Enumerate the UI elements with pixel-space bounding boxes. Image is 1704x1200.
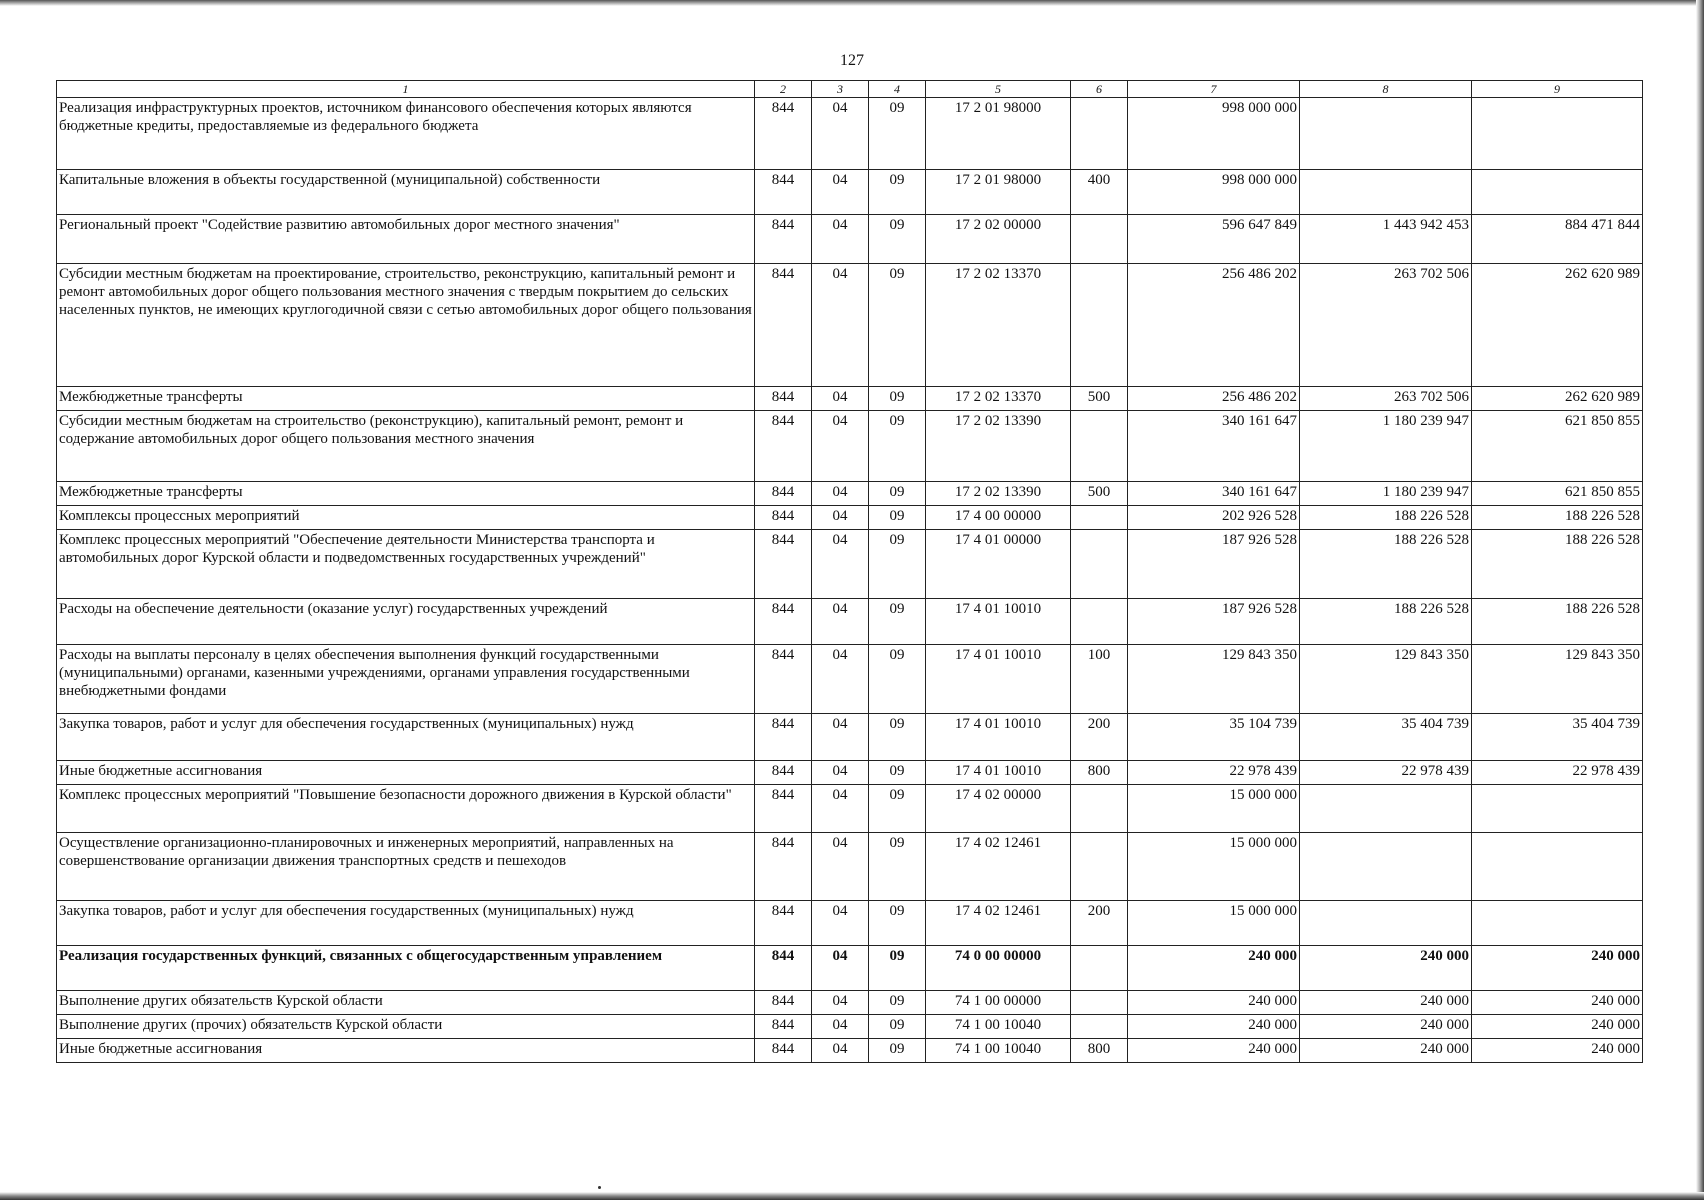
expense-type-code: [1071, 1015, 1128, 1039]
target-article-code: 17 4 01 10010: [926, 714, 1071, 761]
ministry-code: 844: [755, 991, 812, 1015]
amount-col-9: 884 471 844: [1472, 215, 1643, 264]
ministry-code: 844: [755, 645, 812, 714]
table-row: [57, 215, 1643, 264]
column-header: 9: [1472, 81, 1643, 98]
amount-col-8: 22 978 439: [1300, 761, 1472, 785]
target-article-code: 74 0 00 00000: [926, 946, 1071, 991]
target-article-code: 17 4 01 10010: [926, 645, 1071, 714]
expense-type-code: [1071, 264, 1128, 387]
expense-type-code: 400: [1071, 170, 1128, 215]
amount-col-7: 240 000: [1128, 1039, 1300, 1063]
section-code: 04: [812, 785, 869, 833]
section-code: 04: [812, 411, 869, 482]
target-article-code: 17 2 02 13390: [926, 482, 1071, 506]
row-name: Реализация государственных функций, связанных с общегосударственным управлением: [57, 946, 755, 991]
amount-col-8: [1300, 833, 1472, 901]
row-name: Комплекс процессных мероприятий "Повышение безопасности дорожного движения в Курской области": [57, 785, 755, 833]
row-name: Осуществление организационно-планировочных и инженерных мероприятий, направленных на совершенствование организации движения транспортных средств и пешеходов: [57, 833, 755, 901]
ministry-code: 844: [755, 901, 812, 946]
amount-col-8: 1 443 942 453: [1300, 215, 1472, 264]
amount-col-7: 35 104 739: [1128, 714, 1300, 761]
row-name: Межбюджетные трансферты: [57, 387, 755, 411]
amount-col-8: [1300, 785, 1472, 833]
expense-type-code: [1071, 946, 1128, 991]
ministry-code: 844: [755, 1039, 812, 1063]
amount-col-8: [1300, 170, 1472, 215]
row-name: Комплекс процессных мероприятий "Обеспечение деятельности Министерства транспорта и автомобильных дорог Курской области и подведомственных государственных учреждений": [57, 530, 755, 599]
section-code: 04: [812, 530, 869, 599]
ministry-code: 844: [755, 946, 812, 991]
amount-col-8: 240 000: [1300, 991, 1472, 1015]
amount-col-7: 240 000: [1128, 1015, 1300, 1039]
section-code: 04: [812, 98, 869, 170]
subsection-code: 09: [869, 645, 926, 714]
amount-col-9: [1472, 98, 1643, 170]
subsection-code: 09: [869, 482, 926, 506]
target-article-code: 17 2 02 00000: [926, 215, 1071, 264]
row-name: Иные бюджетные ассигнования: [57, 1039, 755, 1063]
amount-col-7: 998 000 000: [1128, 98, 1300, 170]
amount-col-9: 262 620 989: [1472, 387, 1643, 411]
header-row: [57, 81, 1643, 98]
target-article-code: 17 4 00 00000: [926, 506, 1071, 530]
row-name: Субсидии местным бюджетам на строительство (реконструкцию), капитальный ремонт, ремонт и содержание автомобильных дорог общего пользования местного значения: [57, 411, 755, 482]
target-article-code: 17 4 02 00000: [926, 785, 1071, 833]
amount-col-9: 188 226 528: [1472, 506, 1643, 530]
amount-col-8: 240 000: [1300, 1039, 1472, 1063]
expense-type-code: [1071, 599, 1128, 645]
table-row: [57, 98, 1643, 170]
target-article-code: 74 1 00 00000: [926, 991, 1071, 1015]
amount-col-7: 240 000: [1128, 991, 1300, 1015]
ministry-code: 844: [755, 215, 812, 264]
amount-col-7: 596 647 849: [1128, 215, 1300, 264]
section-code: 04: [812, 901, 869, 946]
subsection-code: 09: [869, 215, 926, 264]
ministry-code: 844: [755, 387, 812, 411]
amount-col-8: 263 702 506: [1300, 264, 1472, 387]
ministry-code: 844: [755, 482, 812, 506]
amount-col-7: 340 161 647: [1128, 411, 1300, 482]
expense-type-code: [1071, 98, 1128, 170]
target-article-code: 17 4 02 12461: [926, 833, 1071, 901]
amount-col-9: 240 000: [1472, 946, 1643, 991]
table-row: [57, 1039, 1643, 1063]
row-name: Межбюджетные трансферты: [57, 482, 755, 506]
table-row: [57, 411, 1643, 482]
expense-type-code: [1071, 215, 1128, 264]
expense-type-code: 800: [1071, 1039, 1128, 1063]
subsection-code: 09: [869, 170, 926, 215]
budget-table: [56, 80, 1643, 1063]
column-header: 2: [755, 81, 812, 98]
table-row: [57, 170, 1643, 215]
target-article-code: 17 2 02 13370: [926, 264, 1071, 387]
row-name: Капитальные вложения в объекты государственной (муниципальной) собственности: [57, 170, 755, 215]
section-code: 04: [812, 482, 869, 506]
expense-type-code: [1071, 506, 1128, 530]
section-code: 04: [812, 387, 869, 411]
column-header: 5: [926, 81, 1071, 98]
expense-type-code: 100: [1071, 645, 1128, 714]
table-row: [57, 599, 1643, 645]
row-name: Иные бюджетные ассигнования: [57, 761, 755, 785]
subsection-code: 09: [869, 1039, 926, 1063]
table-row: [57, 946, 1643, 991]
amount-col-7: 187 926 528: [1128, 599, 1300, 645]
amount-col-9: 240 000: [1472, 991, 1643, 1015]
amount-col-8: 1 180 239 947: [1300, 482, 1472, 506]
subsection-code: 09: [869, 1015, 926, 1039]
amount-col-8: 1 180 239 947: [1300, 411, 1472, 482]
subsection-code: 09: [869, 599, 926, 645]
section-code: 04: [812, 645, 869, 714]
expense-type-code: [1071, 530, 1128, 599]
section-code: 04: [812, 714, 869, 761]
amount-col-9: 35 404 739: [1472, 714, 1643, 761]
expense-type-code: [1071, 991, 1128, 1015]
expense-type-code: 500: [1071, 387, 1128, 411]
amount-col-9: [1472, 785, 1643, 833]
row-name: Выполнение других (прочих) обязательств Курской области: [57, 1015, 755, 1039]
table-row: [57, 530, 1643, 599]
section-code: 04: [812, 599, 869, 645]
target-article-code: 17 4 01 00000: [926, 530, 1071, 599]
expense-type-code: [1071, 411, 1128, 482]
amount-col-7: 998 000 000: [1128, 170, 1300, 215]
ministry-code: 844: [755, 761, 812, 785]
ministry-code: 844: [755, 506, 812, 530]
table-row: [57, 482, 1643, 506]
ministry-code: 844: [755, 264, 812, 387]
amount-col-9: 129 843 350: [1472, 645, 1643, 714]
section-code: 04: [812, 946, 869, 991]
table-row: [57, 901, 1643, 946]
table-row: [57, 387, 1643, 411]
subsection-code: 09: [869, 991, 926, 1015]
amount-col-9: 188 226 528: [1472, 530, 1643, 599]
row-name: Закупка товаров, работ и услуг для обеспечения государственных (муниципальных) нужд: [57, 901, 755, 946]
subsection-code: 09: [869, 761, 926, 785]
amount-col-8: 188 226 528: [1300, 530, 1472, 599]
amount-col-9: 240 000: [1472, 1015, 1643, 1039]
amount-col-7: 129 843 350: [1128, 645, 1300, 714]
ministry-code: 844: [755, 714, 812, 761]
amount-col-7: 202 926 528: [1128, 506, 1300, 530]
table-row: [57, 761, 1643, 785]
expense-type-code: [1071, 785, 1128, 833]
section-code: 04: [812, 264, 869, 387]
subsection-code: 09: [869, 387, 926, 411]
amount-col-7: 340 161 647: [1128, 482, 1300, 506]
amount-col-8: 188 226 528: [1300, 506, 1472, 530]
target-article-code: 74 1 00 10040: [926, 1015, 1071, 1039]
target-article-code: 17 2 02 13370: [926, 387, 1071, 411]
table-row: [57, 991, 1643, 1015]
table-row: [57, 833, 1643, 901]
row-name: Закупка товаров, работ и услуг для обеспечения государственных (муниципальных) нужд: [57, 714, 755, 761]
amount-col-8: 129 843 350: [1300, 645, 1472, 714]
amount-col-7: 240 000: [1128, 946, 1300, 991]
row-name: Региональный проект "Содействие развитию автомобильных дорог местного значения": [57, 215, 755, 264]
amount-col-9: 188 226 528: [1472, 599, 1643, 645]
table-row: [57, 264, 1643, 387]
scan-speck: [598, 1186, 601, 1189]
ministry-code: 844: [755, 1015, 812, 1039]
expense-type-code: 500: [1071, 482, 1128, 506]
amount-col-8: 263 702 506: [1300, 387, 1472, 411]
subsection-code: 09: [869, 714, 926, 761]
table-row: [57, 645, 1643, 714]
column-header: 1: [57, 81, 755, 98]
ministry-code: 844: [755, 785, 812, 833]
amount-col-7: 15 000 000: [1128, 901, 1300, 946]
subsection-code: 09: [869, 98, 926, 170]
target-article-code: 74 1 00 10040: [926, 1039, 1071, 1063]
amount-col-9: [1472, 170, 1643, 215]
column-header: 8: [1300, 81, 1472, 98]
expense-type-code: 200: [1071, 714, 1128, 761]
expense-type-code: 200: [1071, 901, 1128, 946]
subsection-code: 09: [869, 506, 926, 530]
expense-type-code: [1071, 833, 1128, 901]
amount-col-9: 22 978 439: [1472, 761, 1643, 785]
column-header: 6: [1071, 81, 1128, 98]
section-code: 04: [812, 1039, 869, 1063]
table-row: [57, 714, 1643, 761]
column-header: 3: [812, 81, 869, 98]
page-number: 127: [840, 52, 864, 69]
subsection-code: 09: [869, 946, 926, 991]
amount-col-8: 240 000: [1300, 946, 1472, 991]
ministry-code: 844: [755, 98, 812, 170]
subsection-code: 09: [869, 785, 926, 833]
amount-col-9: [1472, 901, 1643, 946]
row-name: Выполнение других обязательств Курской области: [57, 991, 755, 1015]
amount-col-9: [1472, 833, 1643, 901]
ministry-code: 844: [755, 530, 812, 599]
section-code: 04: [812, 170, 869, 215]
table-row: [57, 785, 1643, 833]
section-code: 04: [812, 1015, 869, 1039]
amount-col-7: 256 486 202: [1128, 387, 1300, 411]
table-row: [57, 1015, 1643, 1039]
amount-col-8: 188 226 528: [1300, 599, 1472, 645]
subsection-code: 09: [869, 833, 926, 901]
section-code: 04: [812, 215, 869, 264]
row-name: Расходы на выплаты персоналу в целях обеспечения выполнения функций государственными (муниципальными) органами, казенными учреждениями, органами управления государственными внебюджетными фондами: [57, 645, 755, 714]
target-article-code: 17 4 01 10010: [926, 599, 1071, 645]
amount-col-7: 256 486 202: [1128, 264, 1300, 387]
column-header: 4: [869, 81, 926, 98]
section-code: 04: [812, 833, 869, 901]
table-row: [57, 506, 1643, 530]
target-article-code: 17 4 01 10010: [926, 761, 1071, 785]
scan-edge-bottom: [0, 1192, 1704, 1200]
row-name: Субсидии местным бюджетам на проектирование, строительство, реконструкцию, капитальный ремонт и ремонт автомобильных дорог общего пользования местного значения с твердым покрытием до сельских населенных пунктов, не имеющих круглогодичной связи с сетью автомобильных дорог общего пользования: [57, 264, 755, 387]
subsection-code: 09: [869, 530, 926, 599]
amount-col-9: 240 000: [1472, 1039, 1643, 1063]
ministry-code: 844: [755, 170, 812, 215]
scan-edge-top: [0, 0, 1704, 6]
amount-col-8: 35 404 739: [1300, 714, 1472, 761]
amount-col-7: 15 000 000: [1128, 833, 1300, 901]
amount-col-7: 15 000 000: [1128, 785, 1300, 833]
subsection-code: 09: [869, 901, 926, 946]
subsection-code: 09: [869, 264, 926, 387]
subsection-code: 09: [869, 411, 926, 482]
column-header: 7: [1128, 81, 1300, 98]
amount-col-9: 262 620 989: [1472, 264, 1643, 387]
target-article-code: 17 2 02 13390: [926, 411, 1071, 482]
amount-col-8: [1300, 98, 1472, 170]
scan-edge-right: [1696, 0, 1704, 1200]
row-name: Комплексы процессных мероприятий: [57, 506, 755, 530]
amount-col-7: 22 978 439: [1128, 761, 1300, 785]
amount-col-8: 240 000: [1300, 1015, 1472, 1039]
amount-col-9: 621 850 855: [1472, 482, 1643, 506]
expense-type-code: 800: [1071, 761, 1128, 785]
ministry-code: 844: [755, 411, 812, 482]
target-article-code: 17 2 01 98000: [926, 170, 1071, 215]
amount-col-8: [1300, 901, 1472, 946]
section-code: 04: [812, 991, 869, 1015]
section-code: 04: [812, 761, 869, 785]
section-code: 04: [812, 506, 869, 530]
ministry-code: 844: [755, 833, 812, 901]
amount-col-7: 187 926 528: [1128, 530, 1300, 599]
ministry-code: 844: [755, 599, 812, 645]
target-article-code: 17 2 01 98000: [926, 98, 1071, 170]
row-name: Реализация инфраструктурных проектов, источником финансового обеспечения которых являются бюджетные кредиты, предоставляемые из федерального бюджета: [57, 98, 755, 170]
amount-col-9: 621 850 855: [1472, 411, 1643, 482]
row-name: Расходы на обеспечение деятельности (оказание услуг) государственных учреждений: [57, 599, 755, 645]
target-article-code: 17 4 02 12461: [926, 901, 1071, 946]
